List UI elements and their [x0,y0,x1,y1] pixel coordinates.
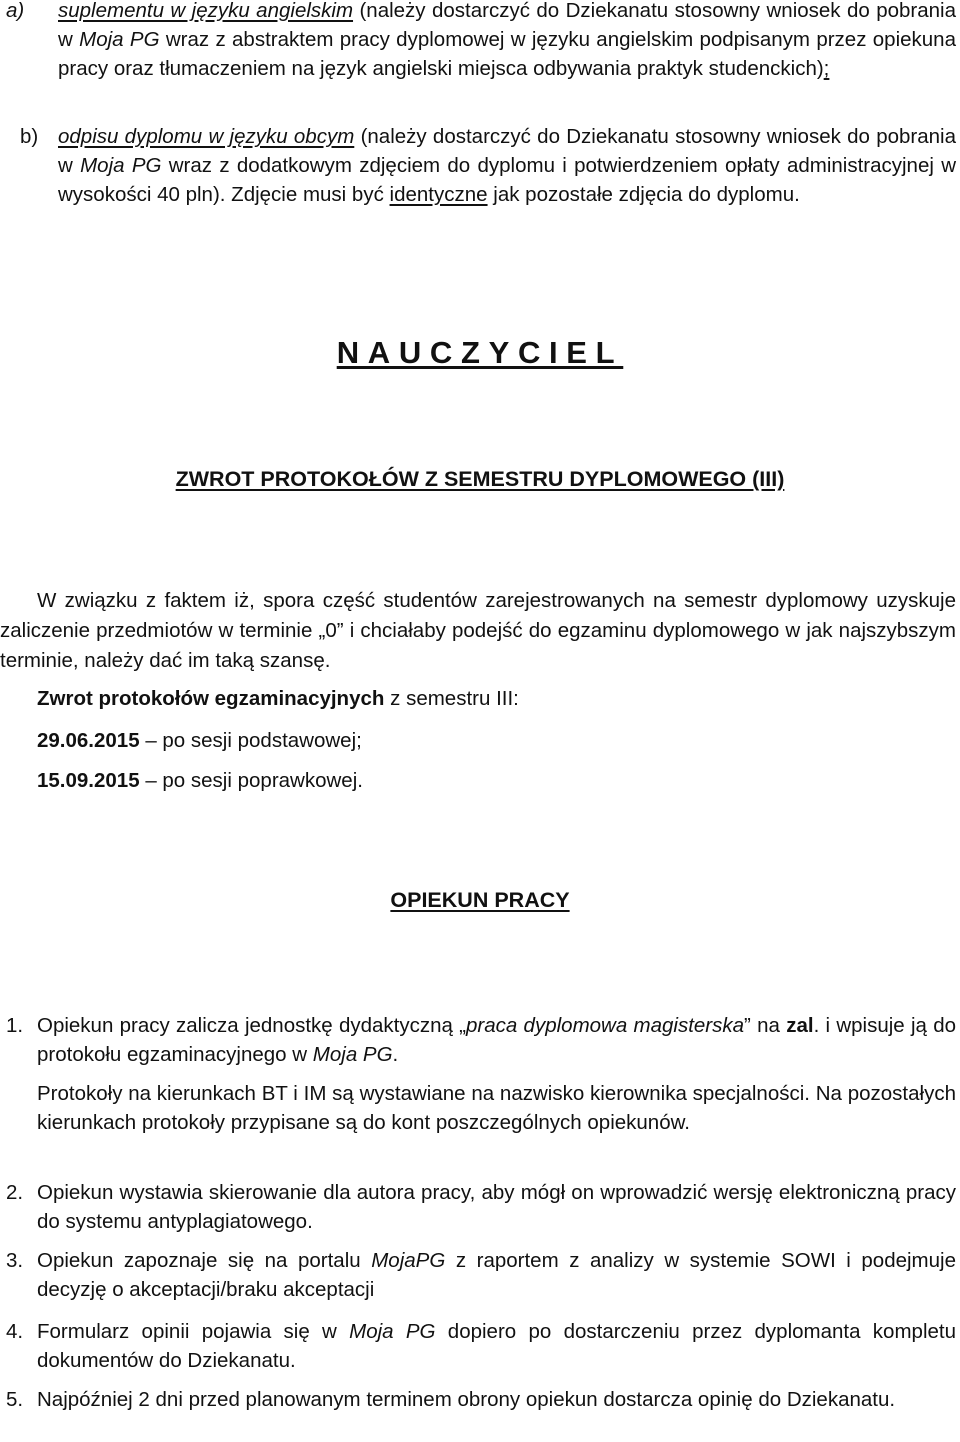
item-b-text [58,122,956,209]
li4-a: Formularz opinii pojawia się w [37,1320,337,1343]
item-a-marker: a) [6,0,25,22]
list-item-1-note: Protokoły na kierunkach BT i IM są wystawiane na nazwisko kierownika specjalności. Na pozostałych kierunkach protokoły przypisane są do kont poszczególnych opiekunów. [37,1082,956,1134]
li1-end: . [392,1043,399,1066]
item-b-body-2: wraz z dodatkowym zdjęciem do dyplomu i potwierdzeniem opłaty administracyjnej w wysokości 40 pln). Zdjęcie musi być [58,154,957,206]
zwrot-line-normal: z semestru III: [390,687,519,710]
list-item-2-number: 2. [6,1181,24,1204]
item-a-text [58,0,956,83]
list-item-3-number: 3. [6,1249,24,1272]
list-item-3-text [37,1246,956,1304]
list-item-2-text: Opiekun wystawia skierowanie dla autora pracy, aby mógł on wprowadzić wersję elektroniczną pracy do systemu antyplagiatowego. [37,1181,956,1233]
heading-nauczyciel-text: NAUCZYCIEL [336,335,624,370]
item-b-title: odpisu dyplomu w języku obcym [58,125,355,148]
date-value: 29.06.2015 [37,729,140,752]
item-b-body-3: jak pozostałe zdjęcia do dyplomu. [493,183,800,206]
li3-a: Opiekun zapoznaje się na portalu [37,1249,361,1272]
zwrot-line-bold: Zwrot protokołów egzaminacyjnych [37,687,385,710]
list-item-4-number: 4. [6,1320,24,1343]
item-a-end: ; [823,57,830,80]
li4-b: dopiero po dostarczeniu przez dyplomanta kompletu dokumentów do Dziekanatu. [37,1320,956,1372]
item-b-body: (należy dostarczyć do Dziekanatu stosowny wniosek do pobrania w [58,125,956,177]
li1-a: Opiekun pracy zalicza jednostkę dydaktyczną „ [37,1014,467,1037]
date-value: 15.09.2015 [37,769,140,792]
item-b-underlined: identyczne [389,183,488,206]
moja-pg-ref: Moja PG [349,1320,436,1343]
moja-pg-ref: Moja PG [312,1043,393,1066]
li1-ital: praca dyplomowa magisterska [466,1014,745,1037]
list-item-5-number: 5. [6,1388,24,1411]
item-b-marker: b) [20,125,39,148]
heading-opiekun-text: OPIEKUN PRACY [390,888,570,912]
moja-pg-ref: Moja PG [79,28,160,51]
heading-zwrot-text: ZWROT PROTOKOŁÓW Z SEMESTRU DYPLOMOWEGO (III) [175,467,785,491]
li1-bold: zal [786,1014,814,1037]
date-row [37,766,363,795]
heading-opiekun [0,886,960,915]
list-item-1-text [37,1011,956,1069]
list-item-1-number: 1. [6,1014,24,1037]
li1-c: . i wpisuje ją do protokołu egzaminacyjnego w [37,1014,956,1066]
date-text: – po sesji poprawkowej. [145,769,363,792]
date-text: – po sesji podstawowej; [145,729,362,752]
mojapg-ref: MojaPG [371,1249,446,1272]
li1-b: ” na [744,1014,780,1037]
li3-b: z raportem z analizy w systemie SOWI i podejmuje decyzję o akceptacji/braku akceptacji [37,1249,956,1301]
date-row [37,726,362,755]
zwrot-line [37,684,519,713]
item-a-title: suplementu w języku angielskim [58,0,354,22]
item-a-body: (należy dostarczyć do Dziekanatu stosowny wniosek do pobrania w [58,0,956,51]
moja-pg-ref: Moja PG [80,154,162,177]
heading-nauczyciel [0,333,960,373]
list-item-4-text [37,1317,956,1375]
heading-zwrot [0,465,960,494]
list-item-5-text: Najpóźniej 2 dni przed planowanym terminem obrony opiekun dostarcza opinię do Dziekanatu. [37,1388,896,1411]
item-a-body-2: wraz z abstraktem pracy dyplomowej w języku angielskim podpisanym przez opiekuna pracy oraz tłumaczeniem na język angielski miejsca odbywania praktyk studenckich) [58,28,956,80]
paragraph-zwrot: W związku z faktem iż, spora część studentów zarejestrowanych na semestr dyplomowy uzyskuje zaliczenie przedmiotów w terminie „0” i chciałaby podejść do egzaminu dyplomowego w jak najszybszym terminie, należy dać im taką szansę. [0,589,956,672]
